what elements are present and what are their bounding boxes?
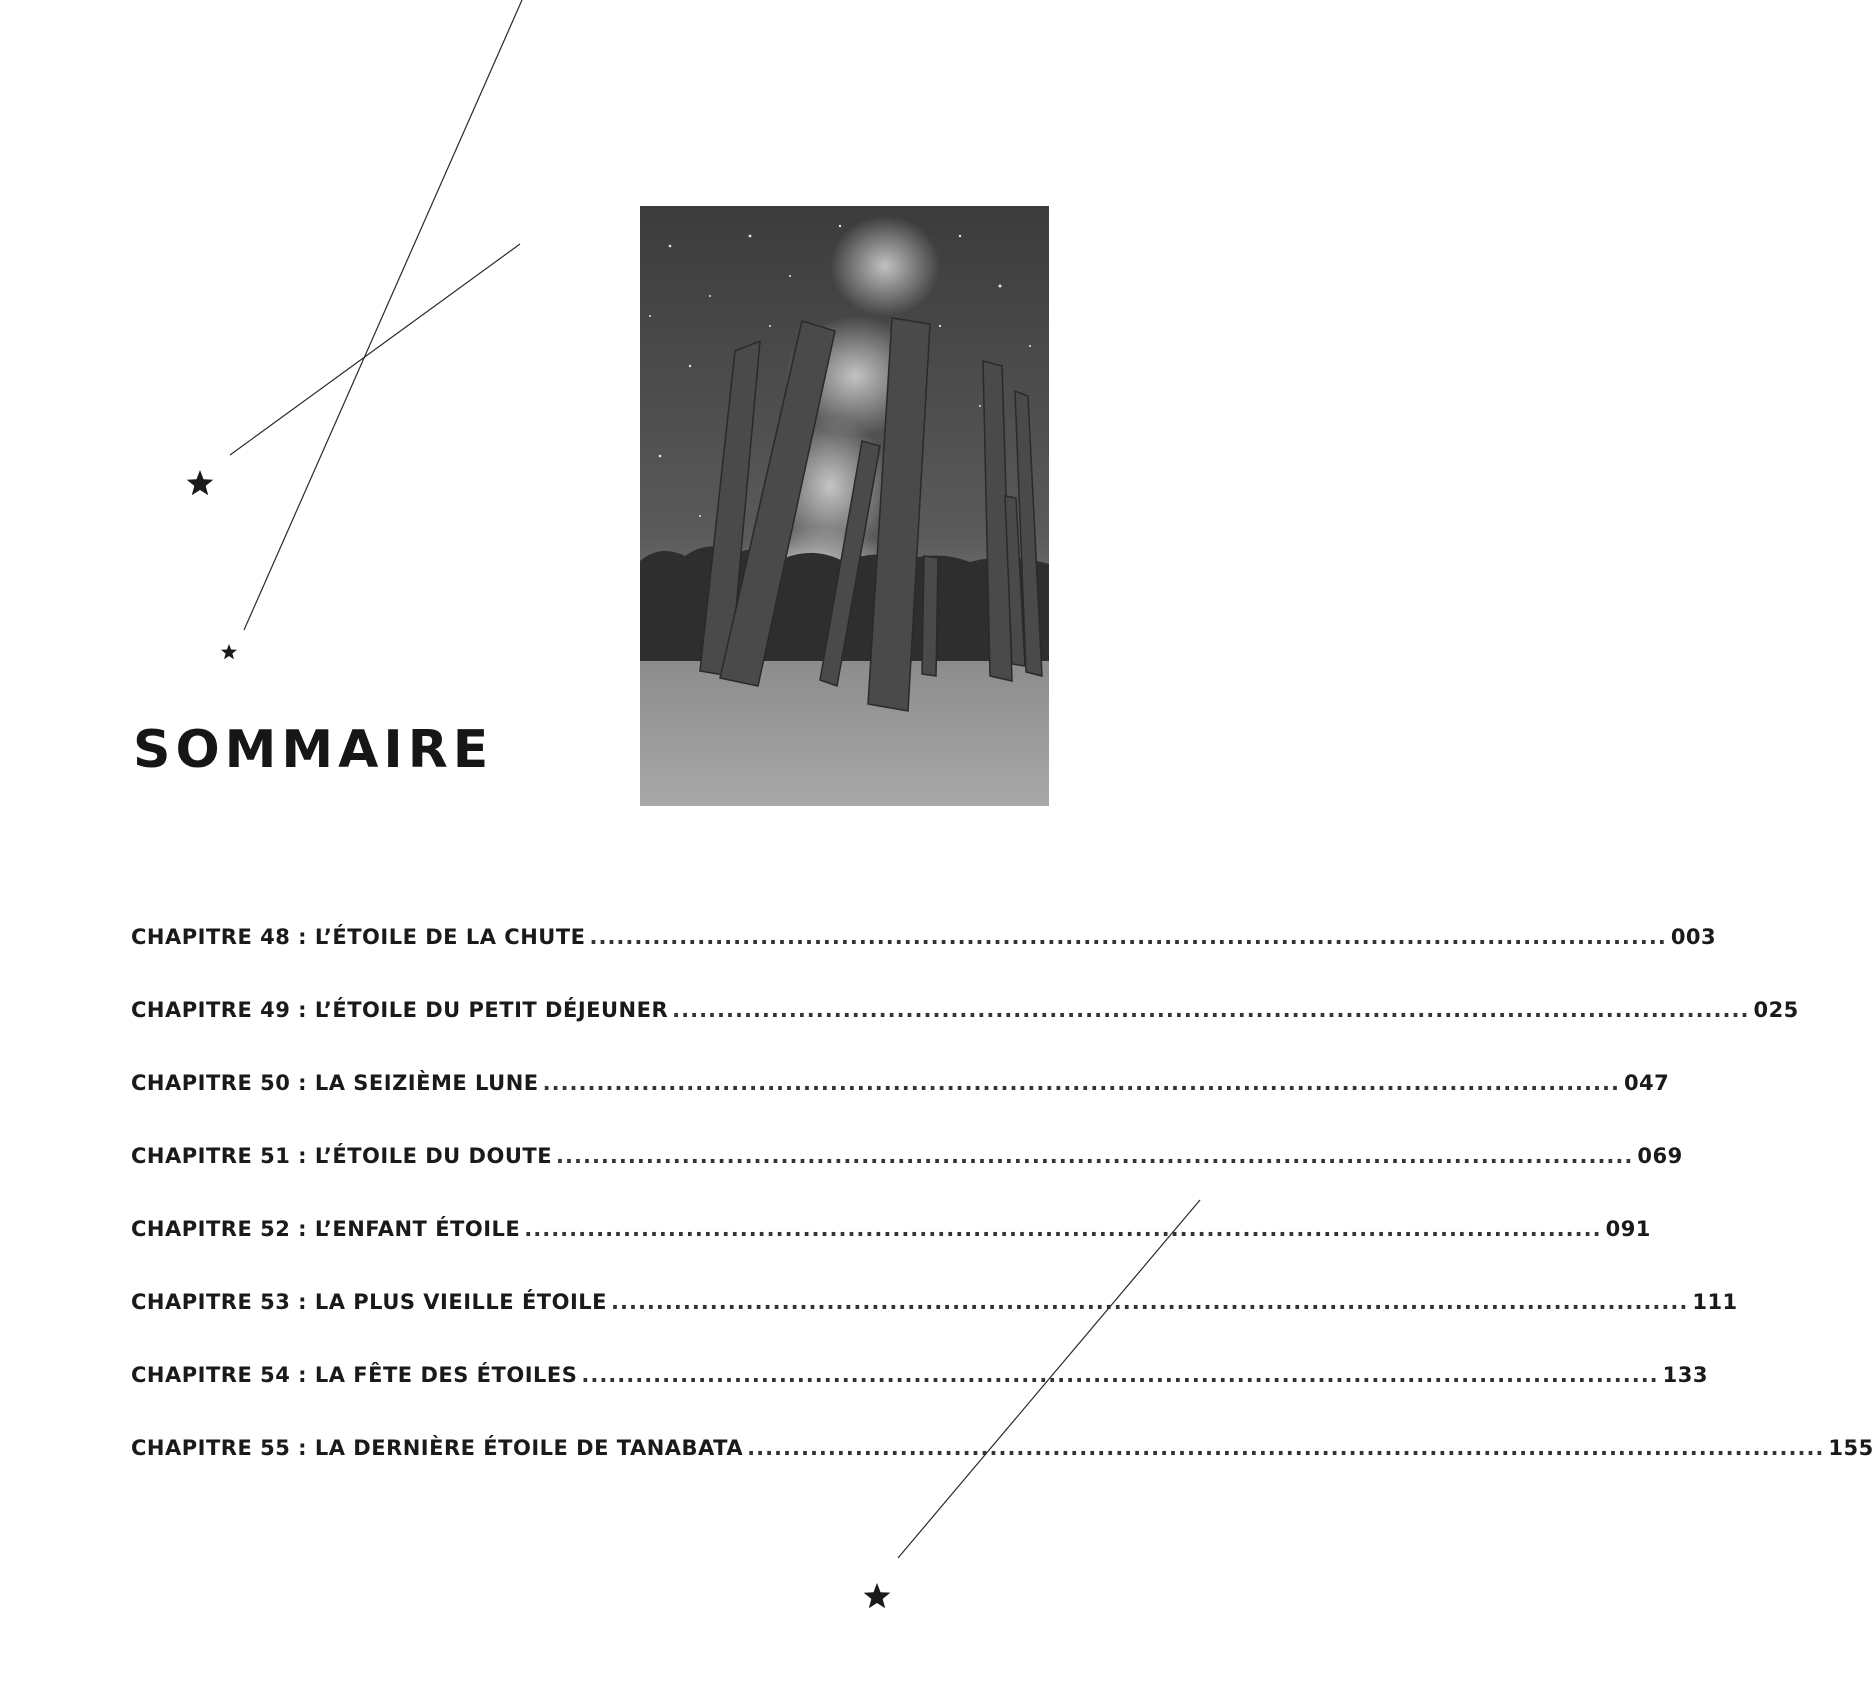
chapter-number: CHAPITRE 53 :	[131, 1290, 308, 1314]
toc-chapter-label	[131, 1436, 743, 1460]
toc-chapter-label	[131, 1144, 552, 1168]
chapter-number: CHAPITRE 54 :	[131, 1363, 308, 1387]
chapter-number: CHAPITRE 51 :	[131, 1144, 308, 1168]
toc-dot-leader: ........................................................................................................................	[581, 1363, 1659, 1387]
toc-chapter-label	[131, 1290, 607, 1314]
toc-entry	[131, 1217, 1651, 1290]
chapter-number: CHAPITRE 50 :	[131, 1071, 308, 1095]
toc-dot-leader: ........................................................................................................................	[747, 1436, 1825, 1460]
toc-chapter-label	[131, 925, 586, 949]
toc-chapter-label	[131, 1363, 577, 1387]
toc-page-number: 025	[1753, 998, 1799, 1022]
toc-entry	[131, 1290, 1738, 1363]
toc-entry	[131, 998, 1799, 1071]
toc-dot-leader: ........................................................................................................................	[524, 1217, 1602, 1241]
chapter-title: LA SEIZIÈME LUNE	[314, 1071, 539, 1095]
toc-page-number: 155	[1828, 1436, 1874, 1460]
toc-entry	[131, 1071, 1670, 1144]
chapter-number: CHAPITRE 52 :	[131, 1217, 308, 1241]
toc-chapter-label	[131, 998, 668, 1022]
toc-page-number: 069	[1637, 1144, 1683, 1168]
chapter-title: L’ÉTOILE DE LA CHUTE	[314, 925, 586, 949]
chapter-title: L’ENFANT ÉTOILE	[314, 1217, 521, 1241]
toc-entry	[131, 1363, 1709, 1436]
star-icon	[221, 644, 237, 659]
chapter-title: LA PLUS VIEILLE ÉTOILE	[314, 1290, 608, 1314]
chapter-title: L’ÉTOILE DU DOUTE	[314, 1144, 553, 1168]
toc-dot-leader: ........................................................................................................................	[542, 1071, 1620, 1095]
chapter-title: L’ÉTOILE DU PETIT DÉJEUNER	[314, 998, 669, 1022]
chapter-number: CHAPITRE 49 :	[131, 998, 308, 1022]
toc-entry	[131, 1436, 1874, 1509]
toc-page-number: 111	[1692, 1290, 1738, 1314]
chapter-title: LA DERNIÈRE ÉTOILE DE TANABATA	[314, 1436, 744, 1460]
toc-dot-leader: ........................................................................................................................	[589, 925, 1667, 949]
star-icon	[864, 1583, 891, 1608]
toc-dot-leader: ........................................................................................................................	[556, 1144, 1634, 1168]
toc-chapter-label	[131, 1071, 539, 1095]
table-of-contents	[131, 925, 1874, 1509]
toc-page-number: 003	[1670, 925, 1717, 949]
chapter-number: CHAPITRE 48 :	[131, 925, 308, 949]
night-sky-stone-pillars-illustration	[640, 206, 1049, 806]
chapter-title: LA FÊTE DES ÉTOILES	[314, 1363, 578, 1387]
toc-entry	[131, 925, 1717, 998]
toc-page-number: 091	[1605, 1217, 1651, 1241]
star-icon	[187, 470, 214, 495]
page-title: SOMMAIRE	[133, 720, 494, 780]
illustration-artwork	[640, 206, 1049, 806]
toc-page-number: 133	[1662, 1363, 1709, 1387]
toc-entry	[131, 1144, 1683, 1217]
toc-dot-leader: ........................................................................................................................	[611, 1290, 1689, 1314]
chapter-number: CHAPITRE 55 :	[131, 1436, 308, 1460]
toc-page-number: 047	[1623, 1071, 1670, 1095]
toc-chapter-label	[131, 1217, 520, 1241]
toc-dot-leader: ........................................................................................................................	[672, 998, 1750, 1022]
